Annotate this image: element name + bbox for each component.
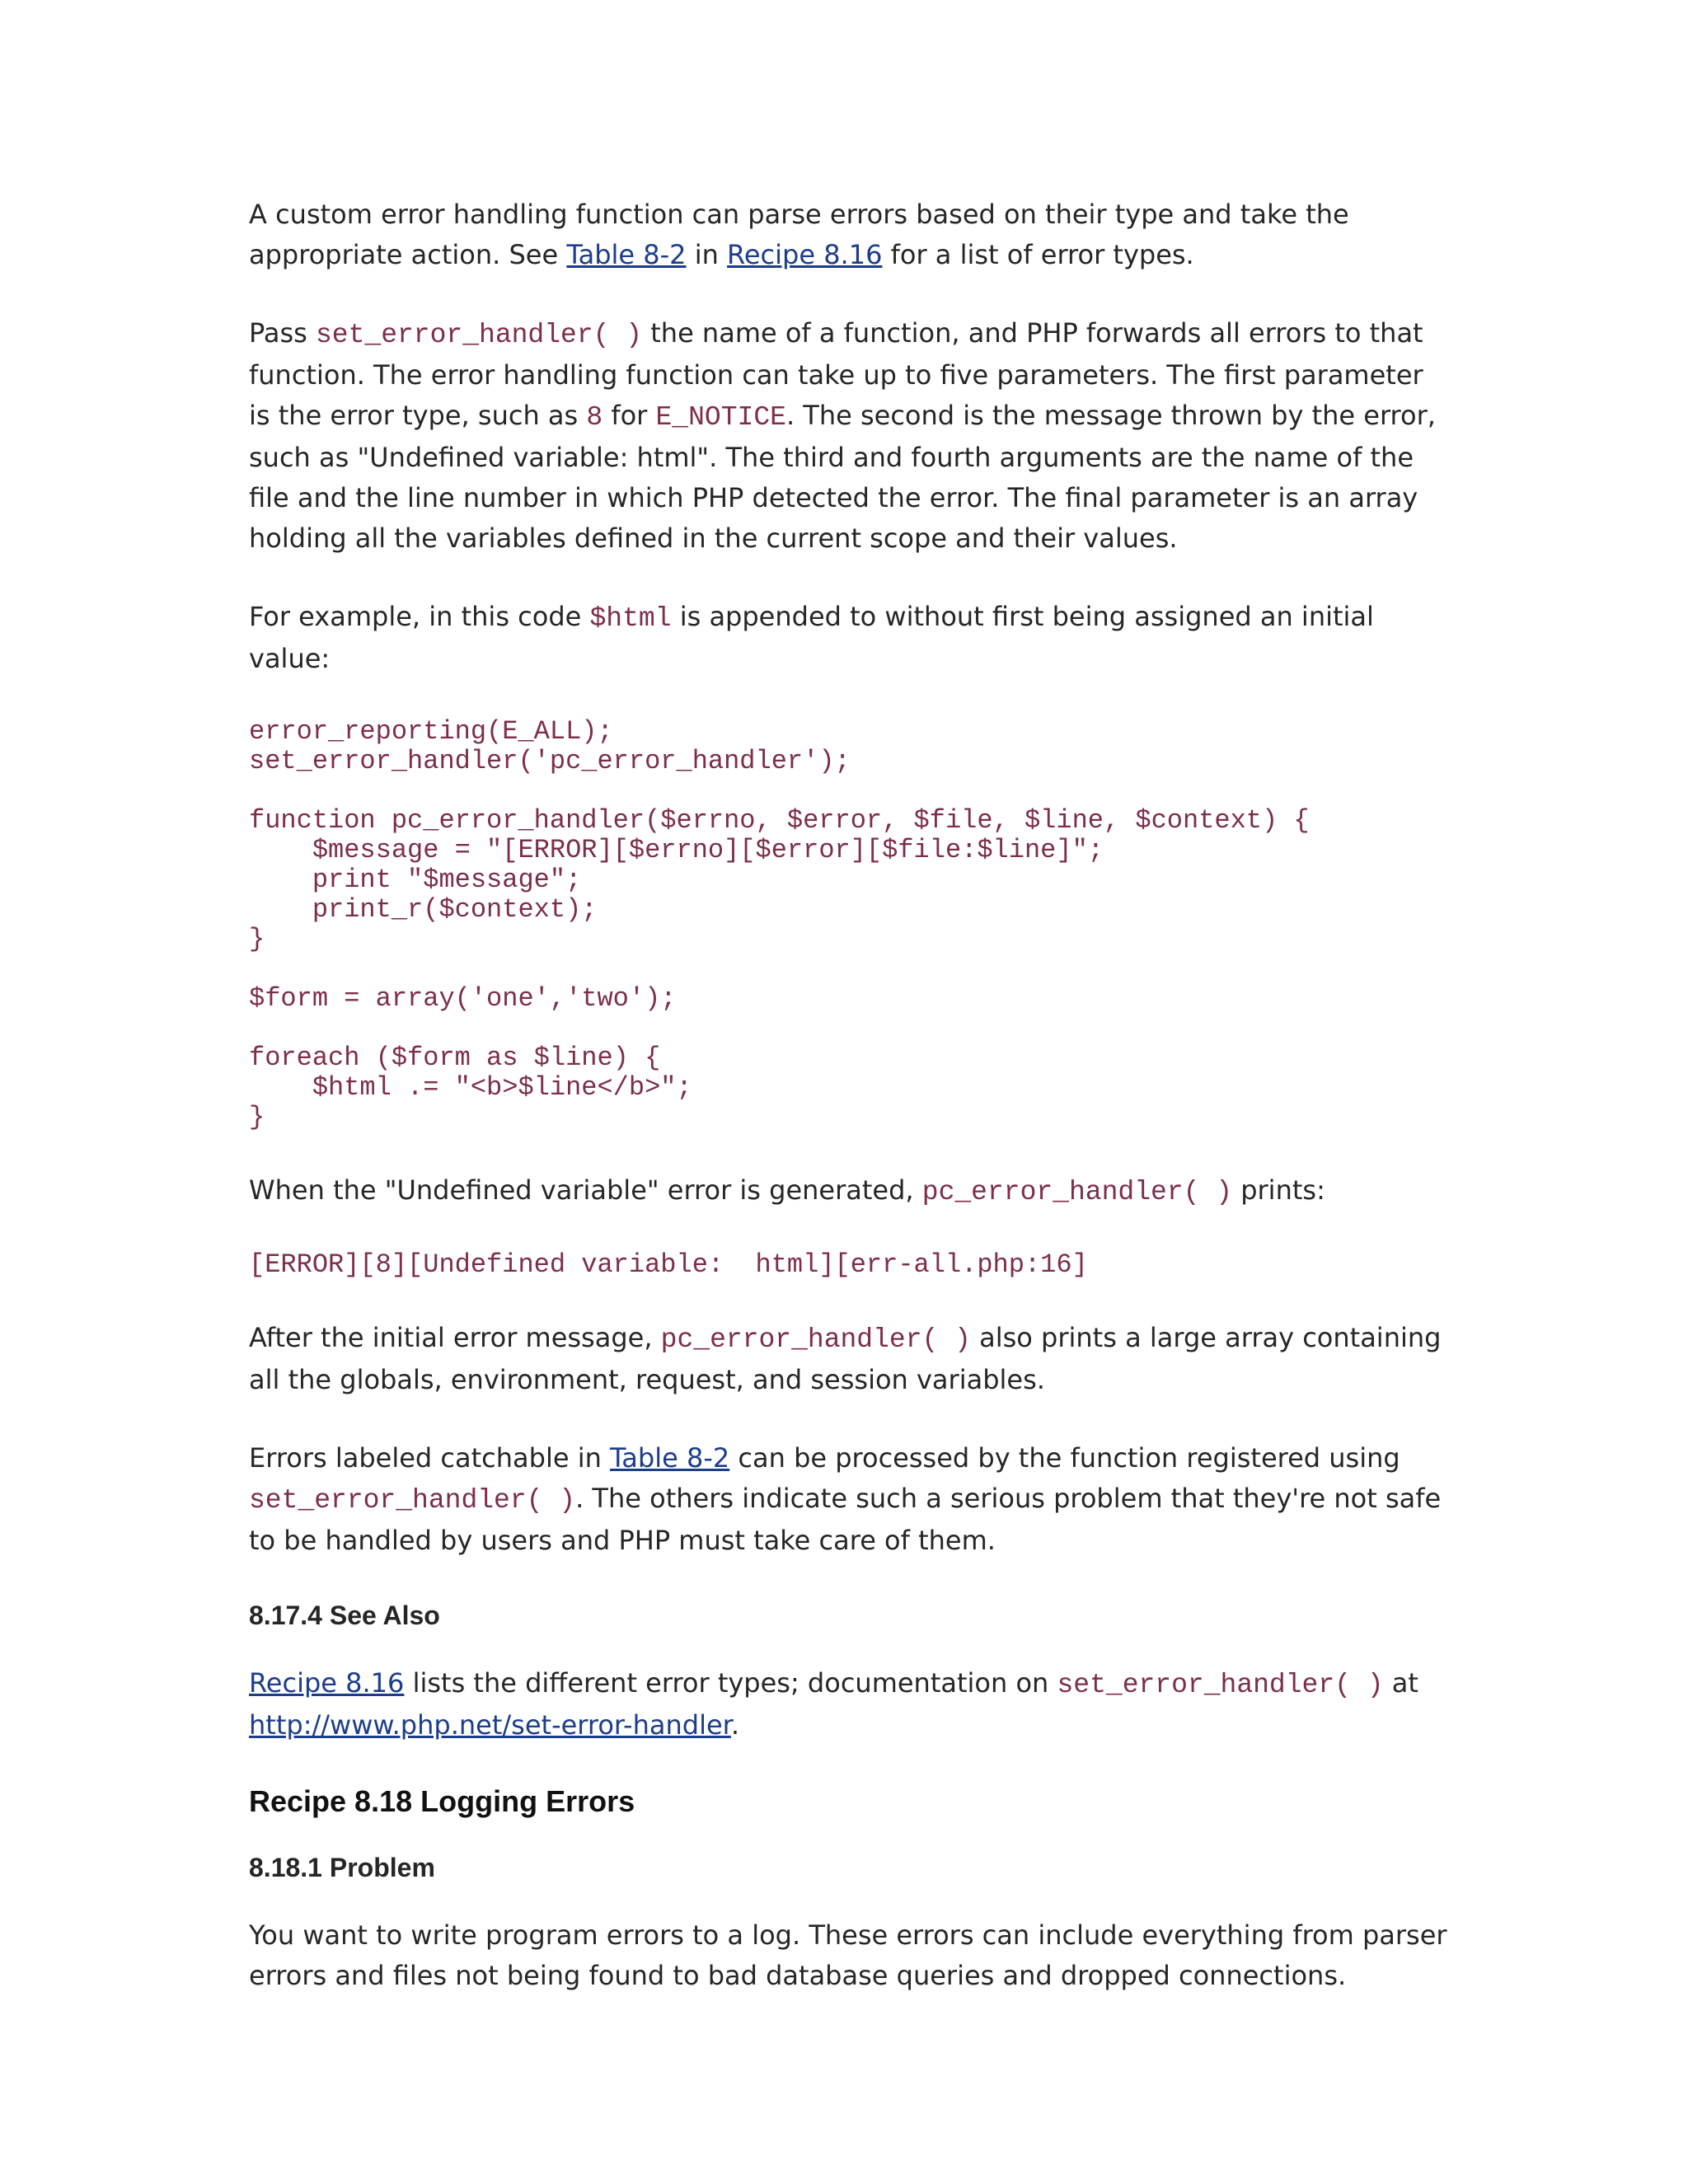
heading-recipe-8-18: Recipe 8.18 Logging Errors <box>249 1784 635 1818</box>
inline-code: set_error_handler( ) <box>249 1485 576 1516</box>
inline-code: E_NOTICE <box>655 402 786 433</box>
code-block-output: [ERROR][8][Undefined variable: html][err-all.php:16] <box>249 1249 1088 1280</box>
link-php-set-error-handler[interactable]: http://www.php.net/set-error-handler <box>249 1709 731 1741</box>
paragraph-catchable: Errors labeled catchable in Table 8-2 can be processed by the function registered using set_error_handler( ). The others indicate such a serious problem that they're not safe to be handled by users and PHP must take care of them. <box>249 1442 1442 1556</box>
paragraph-see-also: Recipe 8.16 lists the different error types; documentation on set_error_handler( ) at http://www.php.net/set-error-handler. <box>249 1667 1418 1741</box>
link-table-8-2[interactable]: Table 8-2 <box>566 239 687 270</box>
paragraph-set-error-handler: Pass set_error_handler( ) the name of a function, and PHP forwards all errors to that function. The error handling function can take up to five parameters. The first parameter is the error type, such as 8 for E_NOTICE. The second is the message thrown by the error, such as "Undefined variable: html". The third and fourth arguments are the name of the file and the line number in which PHP detected the error. The final parameter is an array holding all the variables defined in the current scope and their values. <box>249 317 1436 554</box>
paragraph-example-intro: For example, in this code $html is appended to without first being assigned an initial value: <box>249 601 1374 674</box>
inline-code: pc_error_handler( ) <box>921 1177 1233 1207</box>
heading-problem: 8.18.1 Problem <box>249 1853 435 1882</box>
inline-code: set_error_handler( ) <box>315 320 643 350</box>
link-recipe-8-16[interactable]: Recipe 8.16 <box>249 1667 405 1699</box>
document-page <box>249 194 1452 2034</box>
inline-code: set_error_handler( ) <box>1057 1670 1384 1700</box>
paragraph-problem: You want to write program errors to a log. These errors can include everything from parser errors and files not being found to bad database queries and dropped connections. <box>249 1919 1447 1991</box>
link-recipe-8-16[interactable]: Recipe 8.16 <box>727 239 883 270</box>
paragraph-error-types: A custom error handling function can parse errors based on their type and take the appropriate action. See Table 8-2 in Recipe 8.16 for a list of error types. <box>249 199 1349 270</box>
paragraph-prints: When the "Undefined variable" error is generated, pc_error_handler( ) prints: <box>249 1174 1325 1207</box>
heading-see-also: 8.17.4 See Also <box>249 1601 440 1630</box>
link-table-8-2[interactable]: Table 8-2 <box>610 1442 730 1474</box>
code-block-handler: error_reporting(E_ALL); set_error_handler('pc_error_handler'); function pc_error_handler($errno, $error, $file, $line, $context) { $message = "[ERROR][$errno][$error][$file:$line]"; print "$message"; print_r($context); } $form = array('one','two'); foreach ($form as $line) { $html .= "<b>$line</b>"; } <box>249 716 1310 1132</box>
inline-code: $html <box>589 603 672 634</box>
inline-code: 8 <box>586 402 603 433</box>
paragraph-large-array: After the initial error message, pc_error_handler( ) also prints a large array containing all the globals, environment, request, and session variables. <box>249 1322 1442 1395</box>
inline-code: pc_error_handler( ) <box>660 1324 971 1355</box>
